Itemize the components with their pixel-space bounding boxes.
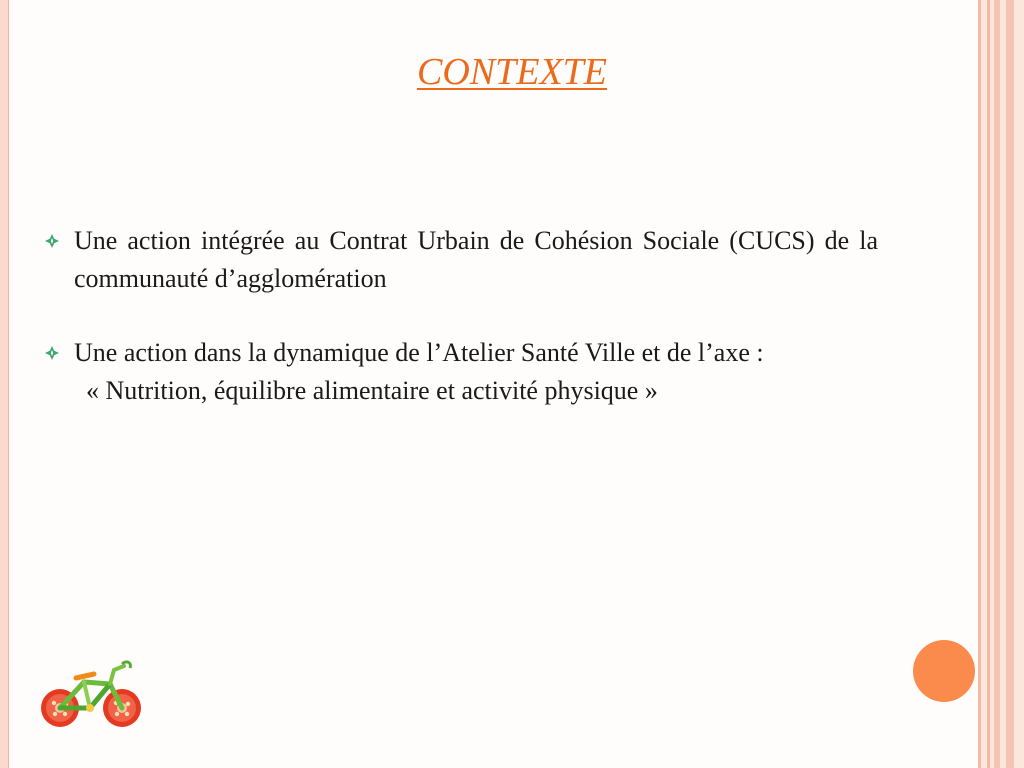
bullet-text: Une action intégrée au Contrat Urbain de Cohésion Sociale (CUCS) de la communauté d’agglomération: [74, 226, 878, 293]
left-border-line: [8, 0, 9, 768]
right-border-stripe: [1014, 0, 1024, 768]
slide-title: CONTEXTE: [416, 51, 608, 93]
slide-content: [44, 222, 878, 410]
diamond-bullet-icon: [44, 345, 60, 361]
bullet-item: [44, 222, 878, 298]
vegetable-bicycle-logo: [36, 660, 144, 730]
bullet-item: [44, 334, 878, 372]
bullet-text: Une action dans la dynamique de l’Atelier Santé Ville et de l’axe :: [74, 338, 764, 367]
left-border: [0, 0, 8, 768]
quote-text: « Nutrition, équilibre alimentaire et activité physique »: [86, 376, 658, 405]
accent-circle: [913, 640, 975, 702]
right-border-stripe: [1006, 0, 1014, 768]
diamond-bullet-icon: [44, 233, 60, 249]
